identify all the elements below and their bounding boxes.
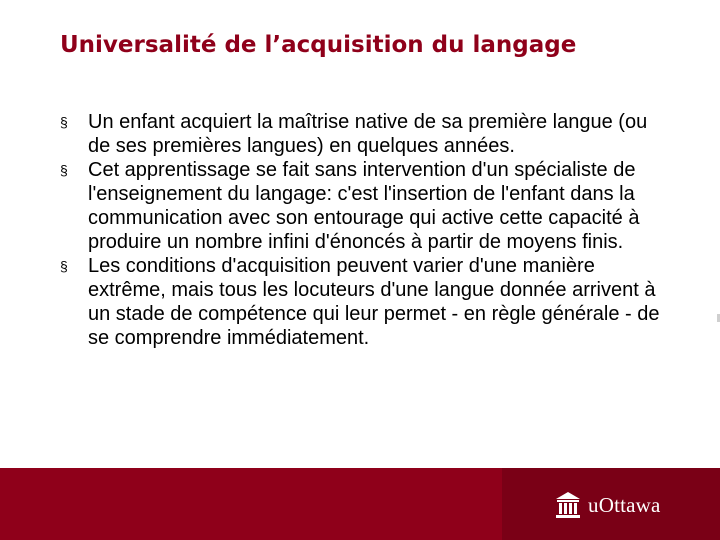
footer-bar [0, 468, 720, 540]
bullet-text: Les conditions d'acquisition peuvent varier d'une manière extrême, mais tous les locuteurs d'une langue donnée arrivent à un stade de compétence qui leur permet - en règle générale - de se comprendre immédiatement. [88, 255, 660, 349]
bullet-item [60, 158, 670, 254]
bullet-text: Un enfant acquiert la maîtrise native de sa première langue (ou de ses premières langues) en quelques années. [88, 111, 648, 157]
bullet-marker: § [60, 162, 68, 178]
bullet-item [60, 254, 670, 350]
footer-logo-panel [502, 468, 720, 540]
bullet-list [60, 110, 670, 350]
bullet-marker: § [60, 258, 68, 274]
logo-text: uOttawa [588, 492, 661, 517]
building-columns-icon [554, 490, 582, 520]
bullet-text: Cet apprentissage se fait sans intervention d'un spécialiste de l'enseignement du langage: c'est l'insertion de l'enfant dans la communication avec son entourage qui active cette capacité à produire un nombre infini d'énoncés à partir de moyens finis. [88, 159, 640, 253]
uottawa-logo [554, 490, 661, 520]
slide-title: Universalité de l’acquisition du langage [60, 32, 577, 58]
bullet-item [60, 110, 670, 158]
bullet-marker: § [60, 114, 68, 130]
